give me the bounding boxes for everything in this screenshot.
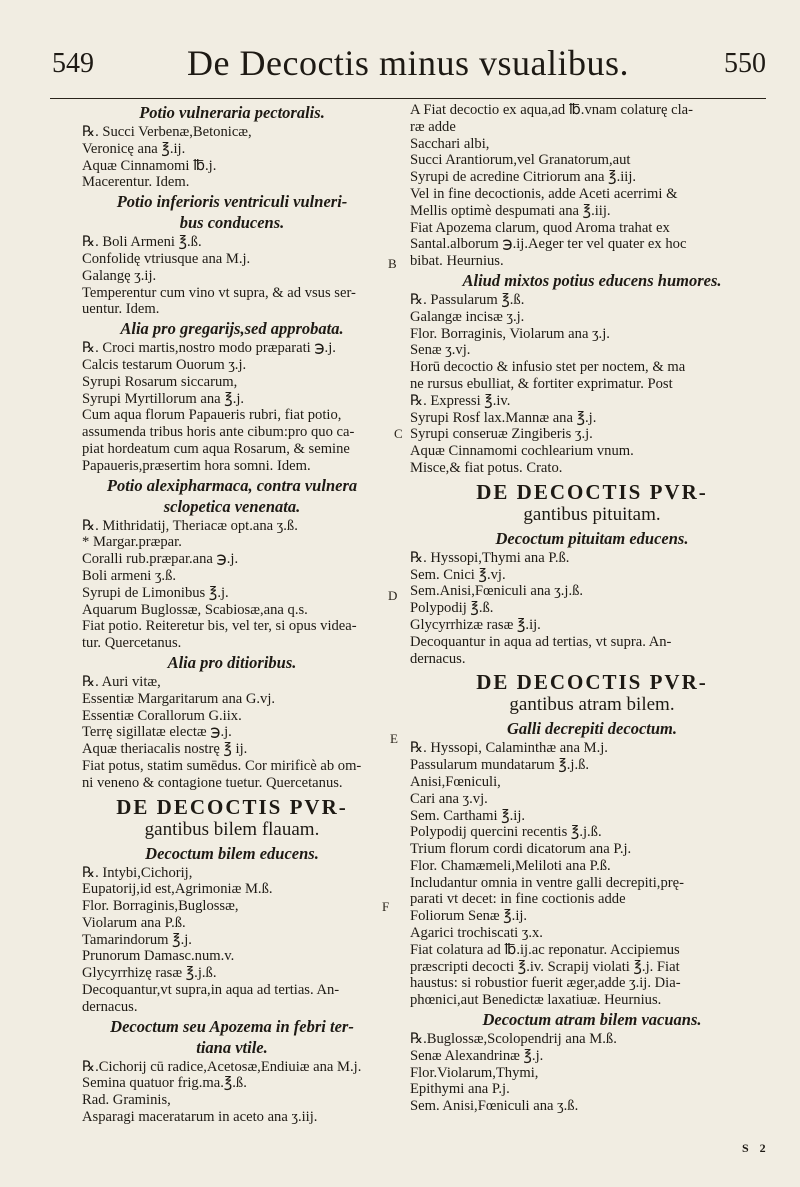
text-line: Syrupi Myrtillorum ana ℥.j. — [82, 390, 245, 407]
text-line: Papaueris,præsertim hora somni. Idem. — [82, 457, 311, 474]
text-line: ℞. Auri vitæ, — [82, 673, 161, 690]
text-line: Essentiæ Corallorum G.iix. — [82, 707, 242, 724]
recipe-heading: sclopetica venenata. — [163, 496, 301, 516]
running-title: De Decoctis minus vsualibus. — [187, 43, 629, 83]
text-line: Passularum mundatarum ℥.j.ß. — [410, 757, 590, 774]
text-line: Fiat colatura ad ℔.ij.ac reponatur. Accipiemus — [410, 941, 680, 958]
text-line: ℞. Succi Verbenæ,Betonicæ, — [82, 124, 252, 140]
page-number-right: 550 — [724, 48, 766, 79]
text-line: Decoquantur,vt supra,in aqua ad tertias. An- — [82, 982, 340, 999]
text-line: Epithymi ana P.j. — [410, 1081, 510, 1098]
recipe-heading: Alia pro gregarijs,sed approbata. — [120, 319, 344, 339]
page-header — [50, 40, 766, 98]
right-column — [410, 102, 774, 1115]
text-line: Veronicę ana ℥.ij. — [82, 140, 186, 157]
text-line: dernacus. — [82, 998, 138, 1015]
recipe-heading: Alia pro ditioribus. — [167, 652, 297, 672]
text-line: Santal.alborum ℈.ij.Aeger ter vel quater ex hoc — [410, 236, 687, 253]
text-line: Glycyrrhizæ rasæ ℥.ij. — [410, 616, 541, 633]
text-line: Agarici trochiscati ʒ.x. — [410, 925, 543, 942]
recipe-heading: Decoctum bilem educens. — [145, 843, 319, 863]
text-line: Includantur omnia in ventre galli decrepiti,prę- — [410, 874, 684, 891]
recipe-heading: tiana vtile. — [196, 1037, 268, 1057]
text-line: Flor. Chamæmeli,Meliloti ana P.ß. — [410, 857, 611, 874]
text-line: ℞.Buglossæ,Scolopendrij ana M.ß. — [410, 1031, 617, 1048]
recipe-heading: Potio vulneraria pectoralis. — [139, 103, 325, 122]
margin-letter-f: F — [382, 899, 390, 914]
text-line: Galangę ʒ.ij. — [82, 267, 157, 284]
text-line: Sem.Anisi,Fœniculi ana ʒ.j.ß. — [410, 583, 584, 600]
section-heading: gantibus bilem flauam. — [144, 818, 320, 840]
text-line: Misce,& fiat potus. Crato. — [410, 459, 563, 476]
text-line: Boli armeni ʒ.ß. — [82, 567, 177, 584]
text-line: Aquarum Buglossæ, Scabiosæ,ana q.s. — [82, 601, 308, 618]
text-line: tur. Quercetanus. — [82, 635, 182, 652]
text-line: Flor. Borraginis, Violarum ana ʒ.j. — [410, 325, 610, 342]
text-line: præscripti decocti ℥.iv. Scrapij violati ℥.j. Fiat — [410, 958, 680, 975]
text-line: Glycyrrhizę rasæ ℥.j.ß. — [82, 965, 217, 982]
text-line: Prunorum Damasc.num.v. — [82, 948, 235, 965]
text-line: Essentiæ Margaritarum ana G.vj. — [82, 690, 276, 707]
text-line: Macerentur. Idem. — [82, 174, 190, 191]
text-line: ℞. Expressi ℥.iv. — [410, 392, 511, 409]
margin-letter-b: B — [388, 256, 397, 271]
text-line: ræ adde — [410, 118, 456, 135]
recipe-heading: Potio inferioris ventriculi vulneri- — [116, 192, 348, 212]
text-line: Flor.Violarum,Thymi, — [410, 1064, 539, 1081]
text-line: Vel in fine decoctionis, adde Aceti acerrimi & — [410, 185, 678, 202]
header-rule — [50, 98, 766, 99]
text-line: Sem. Cnici ℥.vj. — [410, 566, 506, 583]
text-line: Violarum ana P.ß. — [82, 914, 186, 931]
text-line: Eupatorij,id est,Agrimoniæ M.ß. — [82, 881, 273, 898]
text-line: Fiat potio. Reiteretur bis, vel ter, si opus videa- — [82, 618, 357, 635]
text-line: phœnici,aut Benedictæ laxatiuæ. Heurnius. — [410, 992, 662, 1009]
text-line: Sacchari albi, — [410, 135, 490, 152]
text-line: Senæ Alexandrinæ ℥.j. — [410, 1047, 544, 1064]
text-line: Terrę sigillatæ electæ ℈.j. — [82, 724, 232, 741]
text-line: ne rursus ebulliat, & fortiter exprimatur. Post — [410, 375, 673, 392]
text-line: Calcis testarum Ouorum ʒ.j. — [82, 356, 247, 373]
text-line: Galangæ incisæ ʒ.j. — [410, 308, 525, 325]
text-line: Fiat potus, statim sumēdus. Cor mirificè ab om- — [82, 757, 362, 774]
text-line: Fiat Apozema clarum, quod Aroma trahat ex — [410, 219, 670, 236]
recipe-heading: Decoctum seu Apozema in febri ter- — [110, 1016, 354, 1036]
text-line: ℞. Croci martis,nostro modo præparati ℈.j. — [82, 340, 336, 357]
text-line: piat hordeatum cum aqua Rosarum, & semine — [82, 440, 350, 457]
text-line: Confolidę vtriusque ana M.j. — [82, 250, 251, 267]
text-line: Cari ana ʒ.vj. — [410, 790, 488, 807]
text-line: Aquæ Cinnamomi ℔.j. — [82, 157, 217, 174]
text-line: Syrupi Rosarum siccarum, — [82, 373, 238, 390]
text-line: Aquæ theriacalis nostrę ℥ ij. — [82, 741, 248, 758]
text-line: haustus: si robustior fuerit æger,adde ʒ.ij. Dia- — [410, 975, 681, 992]
text-line: Aquæ Cinnamomi cochlearium vnum. — [410, 443, 634, 460]
text-line: Polypodij ℥.ß. — [410, 600, 494, 617]
text-line: dernacus. — [410, 650, 466, 667]
recipe-heading: Potio alexipharmaca, contra vulnera — [106, 475, 358, 495]
text-line: Rad. Graminis, — [82, 1092, 171, 1109]
text-line: assumenda tribus horis ante cibum:pro quo ca- — [82, 424, 355, 441]
text-line: Asparagi maceratarum in aceto ana ʒ.iij. — [82, 1109, 318, 1126]
text-line: Senæ ʒ.vj. — [410, 342, 471, 359]
text-line: uentur. Idem. — [82, 301, 160, 318]
text-line: Sem. Anisi,Fœniculi ana ʒ.ß. — [410, 1098, 579, 1115]
section-heading: DE DECOCTIS PVR- — [476, 479, 708, 504]
text-line: Anisi,Fœniculi, — [410, 773, 501, 790]
text-line: ℞. Intybi,Cichorij, — [82, 864, 193, 881]
text-line: ℞.Cichorij cū radice,Acetosæ,Endiuiæ ana M.j. — [82, 1058, 362, 1075]
text-line: Coralli rub.præpar.ana ℈.j. — [82, 551, 239, 568]
text-line: Syrupi conseruæ Zingiberis ʒ.j. — [410, 426, 593, 443]
margin-letter-d: D — [388, 588, 398, 603]
margin-letter-c: C — [394, 426, 403, 441]
text-line: Syrupi Rosf lax.Mannæ ana ℥.j. — [410, 409, 597, 426]
text-line: ni veneno & contagione tuetur. Quercetanus. — [82, 774, 343, 791]
text-line: ℞. Hyssopi, Calaminthæ ana M.j. — [410, 740, 608, 757]
text-line: Syrupi de Limonibus ℥.j. — [82, 584, 229, 601]
section-heading: gantibus pituitam. — [523, 503, 661, 525]
section-heading: DE DECOCTIS PVR- — [116, 794, 348, 819]
text-line: * Margar.præpar. — [82, 534, 182, 551]
text-line: bibat. Heurnius. — [410, 253, 504, 270]
text-line: Tamarindorum ℥.j. — [82, 931, 192, 948]
signature-mark: S 2 — [742, 1141, 770, 1155]
text-line: Horū decoctio & infusio stet per noctem, & ma — [410, 359, 686, 376]
text-line: Flor. Borraginis,Buglossæ, — [82, 898, 239, 915]
text-line: parati vt decet: in fine coctionis adde — [410, 891, 626, 908]
recipe-heading: Decoctum pituitam educens. — [495, 528, 689, 548]
text-line: Cum aqua florum Papaueris rubri, fiat potio, — [82, 407, 342, 424]
page-number-left: 549 — [52, 48, 94, 79]
text-line: Semina quatuor frig.ma.℥.ß. — [82, 1075, 247, 1092]
text-line: Temperentur cum vino vt supra, & ad vsus ser- — [82, 284, 356, 301]
text-line: Sem. Carthami ℥.ij. — [410, 807, 526, 824]
section-heading: gantibus atram bilem. — [509, 694, 675, 716]
recipe-heading: Aliud mixtos potius educens humores. — [462, 270, 722, 290]
text-line: ℞. Boli Armeni ℥.ß. — [82, 234, 202, 251]
text-line: ℞. Hyssopi,Thymi ana P.ß. — [410, 549, 570, 566]
text-line: Decoquantur in aqua ad tertias, vt supra. An- — [410, 633, 672, 650]
recipe-heading: Decoctum atram bilem vacuans. — [482, 1010, 702, 1030]
recipe-heading: Galli decrepiti decoctum. — [506, 719, 677, 739]
left-column — [82, 102, 382, 1126]
margin-letter-e: E — [390, 731, 398, 746]
text-line: Polypodij quercini recentis ℥.j.ß. — [410, 824, 602, 841]
text-line: Succi Arantiorum,vel Granatorum,aut — [410, 152, 631, 169]
text-line: Foliorum Senæ ℥.ij. — [410, 908, 528, 925]
text-line: A Fiat decoctio ex aqua,ad ℔.vnam colaturę cla- — [410, 102, 694, 118]
text-line: ℞. Mithridatij, Theriacæ opt.ana ʒ.ß. — [82, 517, 298, 534]
recipe-heading: bus conducens. — [179, 213, 285, 233]
text-line: Mellis optimè despumati ana ℥.iij. — [410, 202, 611, 219]
text-line: Trium florum cordi dicatorum ana P.j. — [410, 841, 632, 858]
text-line: Syrupi de acredine Citriorum ana ℥.iij. — [410, 169, 637, 186]
section-heading: DE DECOCTIS PVR- — [476, 670, 708, 695]
text-line: ℞. Passularum ℥.ß. — [410, 291, 525, 308]
